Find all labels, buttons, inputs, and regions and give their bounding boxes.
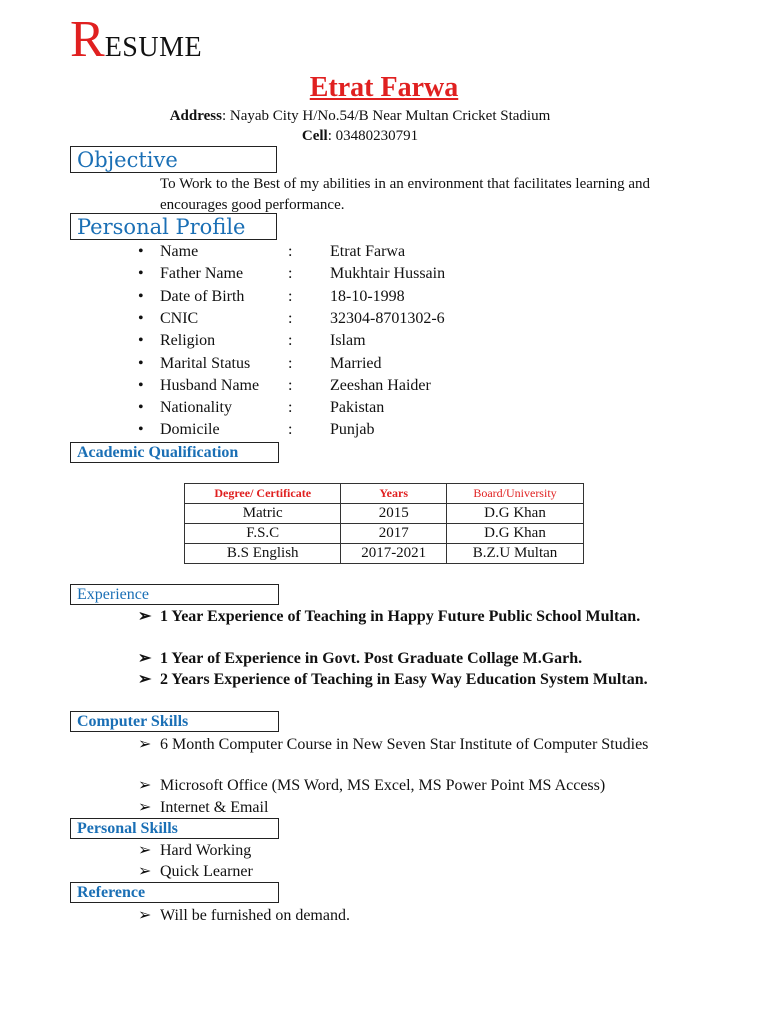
experience-text: 2 Years Experience of Teaching in Easy Way Education System Multan. [160,671,648,688]
profile-value: Pakistan [330,399,385,416]
profile-value: Islam [330,332,366,349]
arrow-bullet-icon: ➢ [138,842,152,859]
table-cell: B.Z.U Multan [447,544,584,564]
table-row [185,504,584,524]
table-cell: 2015 [341,504,447,524]
table-row [185,524,584,544]
arrow-bullet-icon: ➢ [138,799,152,816]
table-header-degree: Degree/ Certificate [185,484,341,504]
arrow-bullet-icon: ➢ [138,777,152,794]
arrow-bullet-icon: ➢ [138,608,152,625]
profile-colon: : [288,310,293,327]
candidate-name: Etrat Farwa [309,72,459,103]
profile-colon: : [288,288,293,305]
objective-heading: Objective [70,146,277,173]
arrow-bullet-icon: ➢ [138,736,152,753]
reference-item [138,905,650,926]
cell-line [0,128,720,145]
resume-title-rest: ESUME [104,32,203,63]
table-cell: B.S English [185,544,341,564]
bullet-icon: • [138,377,144,394]
profile-value: 32304-8701302-6 [330,310,445,327]
table-cell: 2017-2021 [341,544,447,564]
computer-skill-item [138,734,650,755]
table-header-board: Board/University [447,484,584,504]
profile-label: Name [160,243,199,260]
computer-skill-text: Microsoft Office (MS Word, MS Excel, MS Power Point MS Access) [160,777,606,794]
profile-colon: : [288,355,293,372]
profile-label: CNIC [160,310,199,327]
table-cell: D.G Khan [447,504,584,524]
academic-table [184,483,584,564]
profile-label: Domicile [160,421,220,438]
experience-item [138,606,650,627]
profile-colon: : [288,265,293,282]
profile-value: Mukhtair Hussain [330,265,446,282]
profile-label: Marital Status [160,355,251,372]
table-cell: F.S.C [185,524,341,544]
profile-value: Punjab [330,421,375,438]
bullet-icon: • [138,399,144,416]
arrow-bullet-icon: ➢ [138,907,152,924]
computer-skills-heading: Computer Skills [70,711,279,732]
profile-label: Father Name [160,265,244,282]
bullet-icon: • [138,288,144,305]
profile-colon: : [288,421,293,438]
table-header-row [185,484,584,504]
arrow-bullet-icon: ➢ [138,671,152,688]
personal-skill-item [138,840,650,861]
profile-colon: : [288,399,293,416]
computer-skill-item [138,797,650,818]
bullet-icon: • [138,310,144,327]
experience-heading: Experience [70,584,279,605]
experience-item [138,648,650,669]
personal-profile-heading: Personal Profile [70,213,277,240]
table-cell: 2017 [341,524,447,544]
bullet-icon: • [138,243,144,260]
address-line [0,108,720,125]
bullet-icon: • [138,355,144,372]
cell-label: Cell [301,128,328,144]
resume-title [70,11,203,68]
table-row [185,544,584,564]
resume-title-initial: R [70,11,105,68]
academic-qualification-heading: Academic Qualification [70,442,279,463]
arrow-bullet-icon: ➢ [138,650,152,667]
arrow-bullet-icon: ➢ [138,863,152,880]
profile-value: 18-10-1998 [330,288,405,305]
bullet-icon: • [138,332,144,349]
personal-skill-item [138,861,650,882]
experience-item [138,669,650,690]
profile-label: Date of Birth [160,288,245,305]
bullet-icon: • [138,265,144,282]
cell-value: : 03480230791 [327,128,419,144]
profile-label: Husband Name [160,377,260,394]
address-label: Address [169,108,222,124]
profile-value: Married [330,355,382,372]
bullet-icon: • [138,421,144,438]
profile-colon: : [288,243,293,260]
objective-text: To Work to the Best of my abilities in an environment that facilitates learning and encourages good performance. [160,176,650,213]
reference-heading: Reference [70,882,279,903]
computer-skill-text: 6 Month Computer Course in New Seven Star Institute of Computer Studies [160,736,649,753]
personal-skill-text: Quick Learner [160,863,253,880]
personal-skill-text: Hard Working [160,842,252,859]
profile-colon: : [288,332,293,349]
experience-text: 1 Year of Experience in Govt. Post Graduate Collage M.Garh. [160,650,583,667]
experience-text: 1 Year Experience of Teaching in Happy Future Public School Multan. [160,608,641,625]
table-cell: Matric [185,504,341,524]
profile-value: Etrat Farwa [330,243,406,260]
profile-label: Religion [160,332,216,349]
personal-skills-heading: Personal Skills [70,818,279,839]
profile-label: Nationality [160,399,232,416]
table-header-years: Years [341,484,447,504]
computer-skill-text: Internet & Email [160,799,269,816]
computer-skill-item [138,775,650,796]
profile-value: Zeeshan Haider [330,377,431,394]
reference-text: Will be furnished on demand. [160,907,350,924]
profile-colon: : [288,377,293,394]
table-cell: D.G Khan [447,524,584,544]
address-value: : Nayab City H/No.54/B Near Multan Cricket Stadium [221,108,551,124]
